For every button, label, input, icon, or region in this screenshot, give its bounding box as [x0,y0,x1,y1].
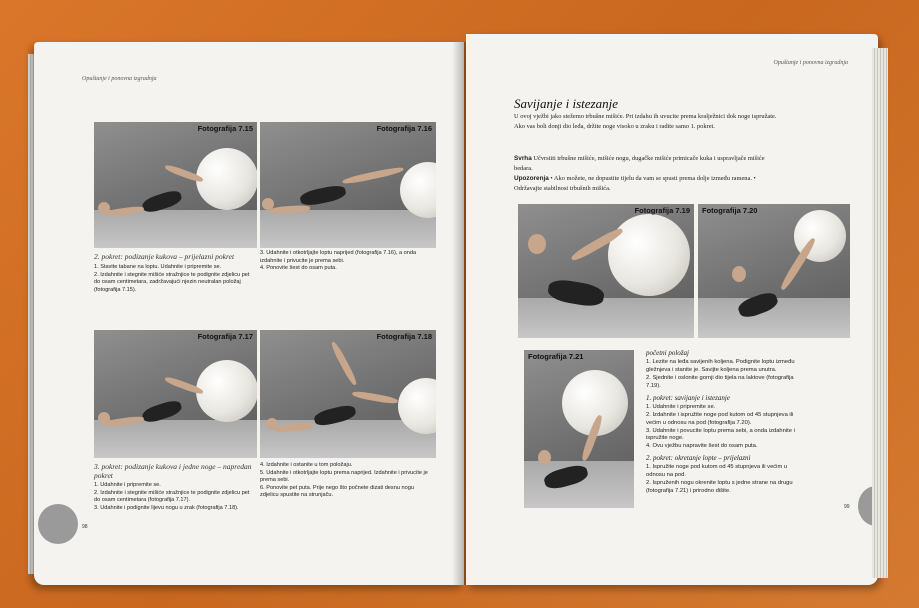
open-book [34,28,886,588]
section-3-title: 3. pokret: podizanje kukova i jedne noge – napredan pokret [94,462,252,480]
exercise-ball [196,360,257,422]
exercise-instructions [646,346,796,496]
step: 2. Ispruženih nogu okrenite loptu s jedne strane na drugu (fotografija 7.21) i prirodno dišite. [646,480,793,494]
warnings-block [514,174,784,193]
left-page-number: 98 [82,524,88,530]
photo-caption: Fotografija 7.19 [634,206,690,215]
left-running-head: Opuštanje i ponovna izgradnja [82,76,157,82]
photo-7-21 [524,350,634,508]
right-running-head: Opuštanje i ponovna izgradnja [773,60,848,66]
purpose-text: Učvrstiti trbušne mišiće, mišiće nogu, dugačke mišiće primicače kuka i uspravljače mišiće bedara. [514,155,765,172]
step: 4. Ovu vježbu napravite šest do osam puta. [646,443,758,450]
photo-7-19 [518,204,694,338]
photo-caption: Fotografija 7.20 [702,206,758,215]
start-position-title: početni položaj [646,349,689,357]
step: 1. Ispružite noge pod kutom od 45 stupnjeva ili većim u odnosu na pod. [646,464,788,479]
person-head [98,412,110,424]
step: 4. Izdahnite i ostanite u tom položaju. [260,462,353,468]
person-head [538,450,551,465]
photo-caption: Fotografija 7.18 [376,332,432,341]
step: 2. Izdahnite i stegnite mišiće stražnjice te podignite zdjelicu pet do osam centimetara (fotografija 7.17). [94,489,250,504]
exercise-ball [196,148,257,210]
right-page [466,34,878,585]
warnings-text: • Ako možete, ne dopustite tijelu da vam se spusti prema dolje između ramena. • Održavajte stabilnost trbušnih mišića. [514,175,756,192]
step: 2. Izdahnite i stegnite mišiće stražnjice te podignite zdjelicu pet do osam centimetara, zadržavajući njezin neutralan položaj (fotografija 7.15). [94,271,250,293]
person-head [262,198,274,210]
purpose-label: Svrha [514,155,532,162]
page-title: Savijanje i istezanje [514,96,618,111]
photo-caption: Fotografija 7.17 [197,332,253,341]
step: 3. Udahnite i podignite lijevu nogu u zrak (fotografija 7.18). [94,504,239,511]
step: 1. Udahnite i pripremite se. [94,482,161,488]
step: 5. Udahnite i otkotrljajte loptu prema naprijed. Izdahnite i privucite je prema sebi. [260,469,428,484]
section-2-steps-col1 [94,264,254,294]
photo-7-15 [94,122,257,248]
purpose-block [514,154,784,173]
photo-caption: Fotografija 7.15 [197,124,253,133]
left-page [34,42,464,585]
photo-7-18 [260,330,436,458]
step: 3. Udahnite i otkotrljajte loptu naprijed (fotografija 7.16), a onda izdahnite i privucite je prema sebi. [260,250,417,264]
step: 3. Udahnite i povucite loptu prema sebi, a onda izdahnite i ispružite noge. [646,427,795,442]
photo-7-17 [94,330,257,458]
section-3-steps-col2 [260,462,434,500]
photo-caption: Fotografija 7.21 [528,352,584,361]
photo-7-20 [698,204,850,338]
step: 2. Izdahnite i ispružite noge pod kutom od 45 stupnjeva ili većim u odnosu na pod (fotografija 7.20). [646,411,794,426]
step: 1. Stavite tabane na loptu. Udahnite i pripremite se. [94,264,222,270]
person-head [732,266,746,282]
person-head [528,234,546,254]
page-number-tab [38,504,78,544]
section-2-steps-col2 [260,250,432,273]
step: 1. Udahnite i pripremite se. [646,404,716,411]
section-3-steps-col1 [94,482,254,512]
move-2-title: 2. pokret: okretanje lopte – prijelazni [646,454,751,462]
right-page-edges [872,48,888,578]
photo-caption: Fotografija 7.16 [376,124,432,133]
right-page-number: 99 [844,504,850,510]
step: 1. Lezite na leđa savijenih koljena. Podignite loptu između gležnjeva i stanite je. Savijte koljena prema unutra. [646,359,795,374]
section-2-title: 2. pokret: podizanje kukova – prijelazni pokret [94,252,235,261]
intro-paragraph: U ovoj vježbi jako stežemo trbušne mišiće. Pri izdahu ih uvucite prema kralježnici dok noge ispružate. Ako vas boli donji dio leđa, držite noge visoko u zraku i radite samo 1. pokret. [514,113,777,130]
move-1-title: 1. pokret: savijanje i istezanje [646,393,730,402]
step: 2. Sjednite i oslonite gornji dio tijela na laktove (fotografija 7.19). [646,375,794,389]
photo-7-16 [260,122,436,248]
person-head [266,418,278,430]
exercise-ball [608,214,690,296]
warnings-label: Upozorenja [514,175,549,182]
step: 4. Ponovite šest do osam puta. [260,265,337,272]
person-head [98,202,110,214]
step: 6. Ponovite pet puta. Prije nego što počnete dizati desnu nogu zdjelicu spustite na strunjaču. [260,484,414,499]
